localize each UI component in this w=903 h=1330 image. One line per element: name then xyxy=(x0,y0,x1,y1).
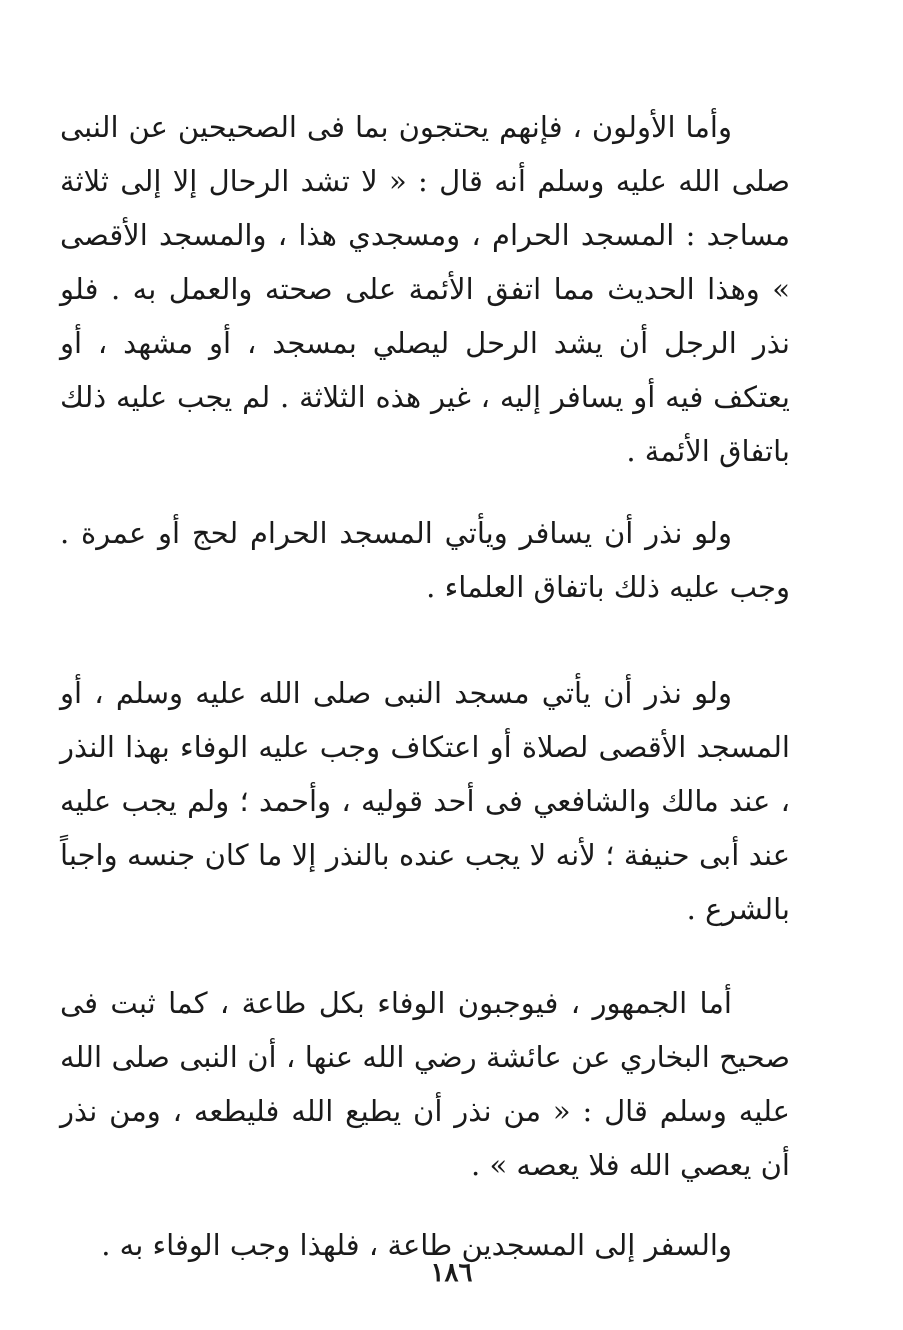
paragraph-5: والسفر إلى المسجدين طاعة ، فلهذا وجب الوفاء به . xyxy=(101,1228,732,1262)
page-body xyxy=(60,100,790,1272)
paragraph-3: ولو نذر أن يأتي مسجد النبى صلى الله عليه وسلم ، أو المسجد الأقصى لصلاة أو اعتكاف وجب عليه الوفاء بهذا النذر ، عند مالك والشافعي فى أحد قوليه ، وأحمد ؛ ولم يجب عليه عند أبى حنيفة ؛ لأنه لا يجب عنده بالنذر إلا ما كان جنسه واجباً بالشرع . xyxy=(60,676,790,926)
paragraph-4: أما الجمهور ، فيوجبون الوفاء بكل طاعة ، كما ثبت فى صحيح البخاري عن عائشة رضي الله عنها ، أن النبى صلى الله عليه وسلم قال : « من نذر أن يطيع الله فليطعه ، ومن نذر أن يعصي الله فلا يعصه » . xyxy=(60,986,790,1182)
paragraph-1: وأما الأولون ، فإنهم يحتجون بما فى الصحيحين عن النبى صلى الله عليه وسلم أنه قال : « لا تشد الرحال إلا إلى ثلاثة مساجد : المسجد الحرام ، ومسجدي هذا ، والمسجد الأقصى » وهذا الحديث مما اتفق الأئمة على صحته والعمل به . فلو نذر الرجل أن يشد الرحل ليصلي بمسجد ، أو مشهد ، أو يعتكف فيه أو يسافر إليه ، غير هذه الثلاثة . لم يجب عليه ذلك باتفاق الأئمة . xyxy=(60,110,790,468)
page-number: ١٨٦ xyxy=(430,1258,473,1288)
paragraph-2: ولو نذر أن يسافر ويأتي المسجد الحرام لحج أو عمرة . وجب عليه ذلك باتفاق العلماء . xyxy=(60,516,790,604)
